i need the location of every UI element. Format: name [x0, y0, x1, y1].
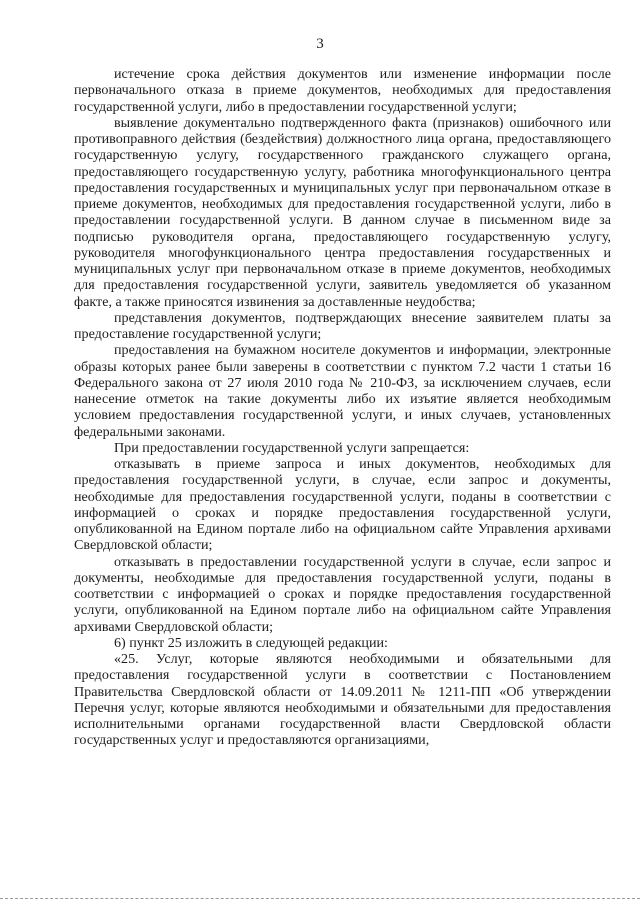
- paragraph-paper-documents: предоставления на бумажном носителе документов и информации, электронные образы которых ранее были заверены в соответствии с пунктом 7.2 части 1 статьи 16 Федерального закона от 27 июля 2010 года № 210-ФЗ, за исключением случаев, если нанесение отметок на такие документы либо их изъятие является необходимым условием предоставления государственной услуги, и иных случаев, установленных федеральными законами.: [74, 342, 611, 440]
- body-text: [74, 66, 611, 749]
- bottom-dashed-rule: [0, 898, 640, 899]
- paragraph-prohibitions-intro: При предоставлении государственной услуги запрещается:: [114, 439, 470, 456]
- paragraph-refuse-reception: отказывать в приеме запроса и иных документов, необходимых для предоставления государственной услуги, в случае, если запрос и документы, необходимые для предоставления государственной услуги, поданы в соответствии с информацией о сроках и порядке предоставления государственной услуги, опубликованной на Едином портале либо на официальном сайте Управления архивами Свердловской области;: [74, 456, 611, 554]
- paragraph-point-25: «25. Услуг, которые являются необходимыми и обязательными для предоставления государственной услуги в соответствии с Постановлением Правительства Свердловской области от 14.09.2011 № 1211-ПП «Об утверждении Перечня услуг, которые являются необходимыми и обязательными для предоставления исполнительными органами государственной власти Свердловской области государственных услуг и предоставляются организациями,: [74, 651, 611, 749]
- paragraph-payment-documents: представления документов, подтверждающих внесение заявителем платы за предоставление государственной услуги;: [74, 309, 611, 342]
- page-number: 3: [316, 36, 324, 52]
- paragraph-expired-documents: истечение срока действия документов или изменение информации после первоначального отказа в приеме документов, необходимых для предоставления государственной услуги, либо в предоставлении государственной услуги;: [74, 66, 611, 115]
- paragraph-refuse-service: отказывать в предоставлении государственной услуги в случае, если запрос и документы, необходимые для предоставления государственной услуги, поданы в соответствии с информацией о сроках и порядке предоставления государственной услуги, опубликованной на Едином портале либо на официальном сайте Управления архивами Свердловской области;: [74, 553, 611, 635]
- paragraph-erroneous-action: выявление документально подтвержденного факта (признаков) ошибочного или противоправного действия (бездействия) должностного лица органа, предоставляющего государственную услугу, государственного гражданского служащего органа, предоставляющего государственную услугу, работника многофункционального центра предоставления государственных и муниципальных услуг при первоначальном отказе в приеме документов, необходимых для предоставления государственной услуги, либо в предоставлении государственной услуги. В данном случае в письменном виде за подписью руководителя органа, предоставляющего государственную услугу, руководителя многофункционального центра предоставления государственных и муниципальных услуг при первоначальном отказе в приеме документов, необходимых для предоставления государственной услуги, заявитель уведомляется об указанном факте, а также приносятся извинения за доставленные неудобства;: [74, 114, 611, 310]
- paragraph-item-6: 6) пункт 25 изложить в следующей редакции:: [114, 634, 388, 651]
